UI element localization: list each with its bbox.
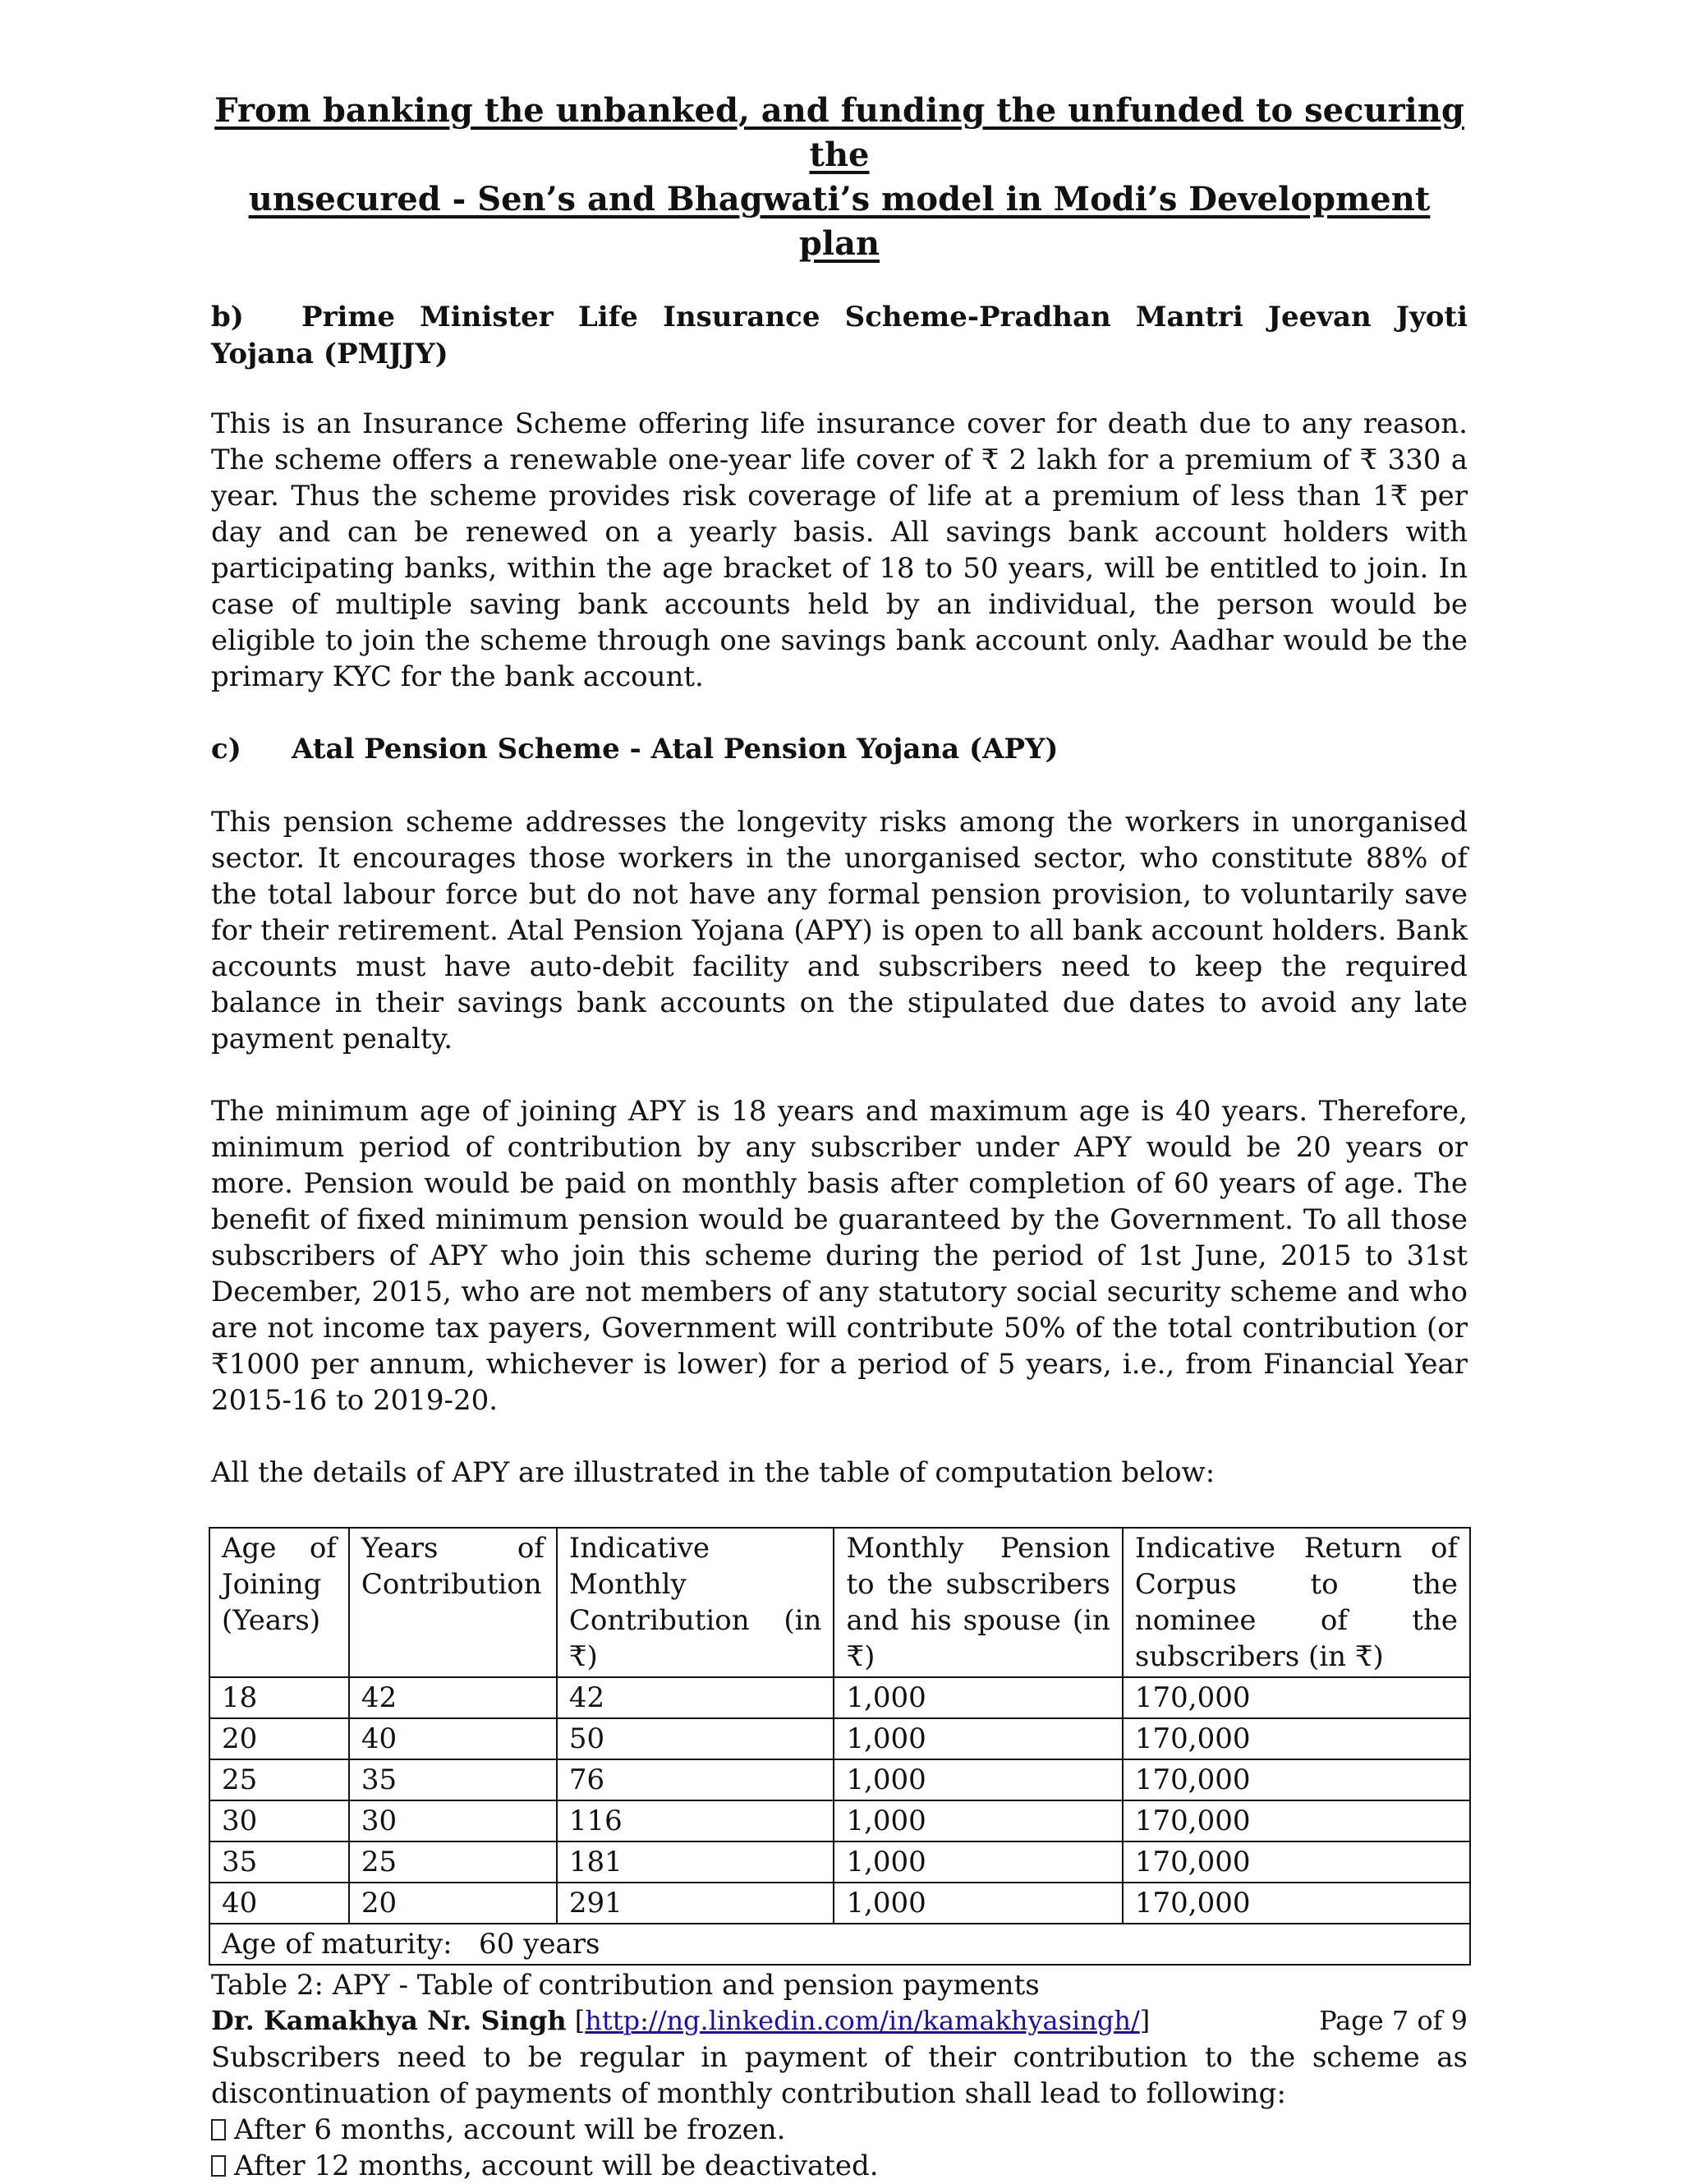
table-row xyxy=(209,1841,1470,1883)
table-row xyxy=(209,1718,1470,1759)
section-b-heading xyxy=(211,299,1468,373)
table-cell: 1,000 xyxy=(834,1841,1122,1883)
document-page xyxy=(211,89,1468,2184)
section-c-letter: c) xyxy=(211,733,241,766)
table-cell: 170,000 xyxy=(1123,1759,1470,1800)
list-item-text: After 6 months, account will be frozen. xyxy=(234,2113,786,2146)
table-cell: 50 xyxy=(557,1718,834,1759)
page-title xyxy=(211,89,1468,266)
table-cell: 170,000 xyxy=(1123,1883,1470,1924)
table-row xyxy=(209,1677,1470,1718)
table-cell: 42 xyxy=(349,1677,557,1718)
table-cell: 170,000 xyxy=(1123,1677,1470,1718)
section-c-title: Atal Pension Scheme - Atal Pension Yojana (APY) xyxy=(292,733,1059,766)
table-cell: 35 xyxy=(209,1841,349,1883)
table-header-row xyxy=(209,1528,1470,1677)
table-cell: 25 xyxy=(349,1841,557,1883)
header-years-of-contribution: Years of Contribution xyxy=(349,1528,557,1677)
table-cell: 20 xyxy=(349,1883,557,1924)
table-cell: 170,000 xyxy=(1123,1800,1470,1841)
section-c-heading xyxy=(211,731,1468,768)
table-cell: 1,000 xyxy=(834,1759,1122,1800)
page-number: Page 7 of 9 xyxy=(1319,2005,1468,2036)
table-cell: 30 xyxy=(209,1800,349,1841)
apy-table xyxy=(209,1527,1471,1966)
section-c-paragraph-3: All the details of APY are illustrated in the table of computation below: xyxy=(211,1456,1216,1489)
header-monthly-contribution: Indicative Monthly Contribution (in ₹) xyxy=(557,1528,834,1677)
table-cell: 20 xyxy=(209,1718,349,1759)
discontinuation-intro: Subscribers need to be regular in payment of their contribution to the scheme as discontinuation of payments of monthly contribution shall lead to following: xyxy=(211,2041,1468,2110)
table-cell: 1,000 xyxy=(834,1800,1122,1841)
table-cell: 25 xyxy=(209,1759,349,1800)
footer-close-bracket: ] xyxy=(1139,2005,1151,2036)
section-c-paragraph-2: The minimum age of joining APY is 18 years and maximum age is 40 years. Therefore, minimum period of contribution by any subscriber under APY would be 20 years or more. Pension would be paid on monthly basis after completion of 60 years of age. The benefit of fixed minimum pension would be guaranteed by the Government. To all those subscribers of APY who join this scheme during the period of 1st June, 2015 to 31st December, 2015, who are not members of any statutory social security scheme and who are not income tax payers, Government will contribute 50% of the total contribution (or ₹1000 per annum, whichever is lower) for a period of 5 years, i.e., from Financial Year 2015-16 to 2019-20. xyxy=(211,1095,1468,1417)
section-b-paragraph: This is an Insurance Scheme offering life insurance cover for death due to any reason. The scheme offers a renewable one-year life cover of ₹ 2 lakh for a premium of ₹ 330 a year. Thus the scheme provides risk coverage of life at a premium of less than 1₹ per day and can be renewed on a yearly basis. All savings bank account holders with participating banks, within the age bracket of 18 to 50 years, will be entitled to join. In case of multiple saving bank accounts held by an individual, the person would be eligible to join the scheme through one savings bank account only. Aadhar would be the primary KYC for the bank account. xyxy=(211,407,1468,693)
footer-author: Dr. Kamakhya Nr. Singh xyxy=(211,2005,567,2036)
table-cell: 291 xyxy=(557,1883,834,1924)
page-footer xyxy=(211,2002,1468,2039)
table-row xyxy=(209,1759,1470,1800)
table-cell: 35 xyxy=(349,1759,557,1800)
missing-glyph-icon xyxy=(211,2119,226,2140)
table-cell: 1,000 xyxy=(834,1718,1122,1759)
footer-open-bracket: [ xyxy=(566,2005,586,2036)
discontinuation-list xyxy=(211,2112,1468,2184)
list-item-text: After 12 months, account will be deactivated. xyxy=(234,2150,879,2182)
linkedin-link[interactable]: http://ng.linkedin.com/in/kamakhyasingh/ xyxy=(585,2005,1140,2036)
table-cell: 40 xyxy=(349,1718,557,1759)
header-age-of-joining: Age of Joining (Years) xyxy=(209,1528,349,1677)
table-cell: 1,000 xyxy=(834,1677,1122,1718)
table-cell: 30 xyxy=(349,1800,557,1841)
section-b-title: Prime Minister Life Insurance Scheme-Pradhan Mantri Jeevan Jyoti Yojana (PMJJY) xyxy=(211,301,1468,370)
table-cell: 40 xyxy=(209,1883,349,1924)
maturity-cell: Age of maturity: 60 years xyxy=(209,1924,1470,1965)
table-caption: Table 2: APY - Table of contribution and pension payments xyxy=(211,1969,1040,2002)
table-cell: 42 xyxy=(557,1677,834,1718)
table-cell: 116 xyxy=(557,1800,834,1841)
table-row xyxy=(209,1800,1470,1841)
table-cell: 181 xyxy=(557,1841,834,1883)
missing-glyph-icon xyxy=(211,2155,226,2177)
table-cell: 1,000 xyxy=(834,1883,1122,1924)
header-monthly-pension: Monthly Pension to the subscribers and his spouse (in ₹) xyxy=(834,1528,1122,1677)
table-cell: 18 xyxy=(209,1677,349,1718)
table-cell: 170,000 xyxy=(1123,1841,1470,1883)
title-line-2: unsecured - Sen’s and Bhagwati’s model in Modi’s Development plan xyxy=(248,180,1431,263)
list-item xyxy=(211,2148,1468,2184)
list-item xyxy=(211,2112,1468,2148)
table-cell: 170,000 xyxy=(1123,1718,1470,1759)
table-maturity-row xyxy=(209,1924,1470,1965)
title-line-1: From banking the unbanked, and funding the unfunded to securing the xyxy=(214,91,1464,174)
table-cell: 76 xyxy=(557,1759,834,1800)
header-return-of-corpus: Indicative Return of Corpus to the nominee of the subscribers (in ₹) xyxy=(1123,1528,1470,1677)
table-row xyxy=(209,1883,1470,1924)
section-b-letter: b) xyxy=(211,301,244,333)
section-c-paragraph-1: This pension scheme addresses the longevity risks among the workers in unorganised sector. It encourages those workers in the unorganised sector, who constitute 88% of the total labour force but do not have any formal pension provision, to voluntarily save for their retirement. Atal Pension Yojana (APY) is open to all bank account holders. Bank accounts must have auto-debit facility and subscribers need to keep the required balance in their savings bank accounts on the stipulated due dates to avoid any late payment penalty. xyxy=(211,806,1468,1055)
